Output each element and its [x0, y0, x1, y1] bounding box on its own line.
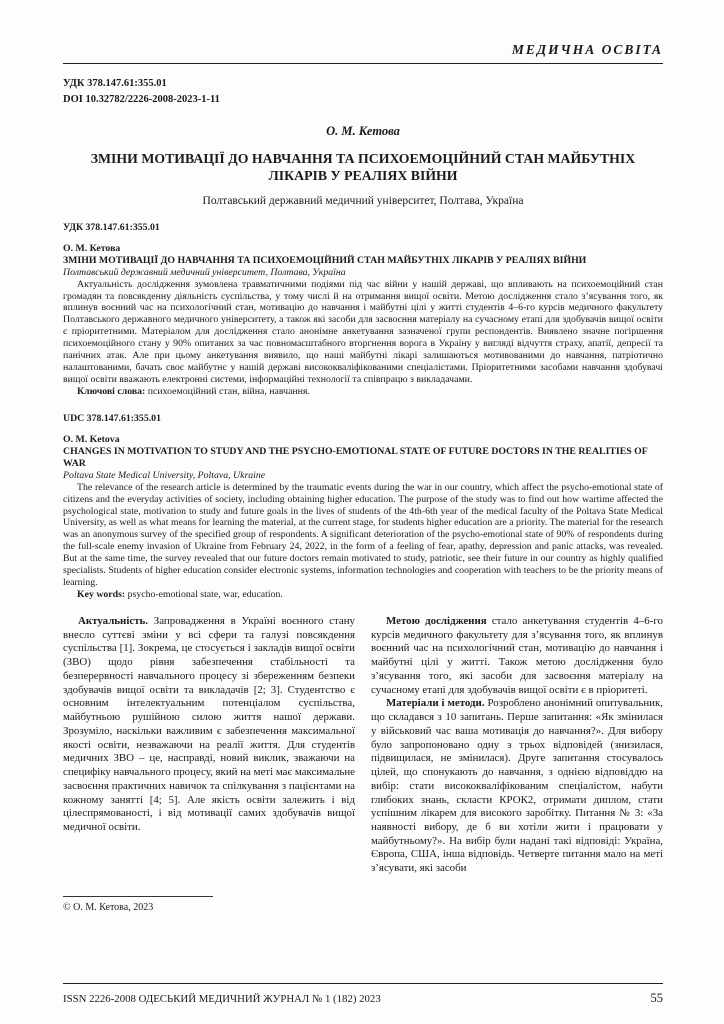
abstract-author: О. М. Кетова [63, 242, 121, 254]
paragraph [371, 697, 663, 876]
keywords-text: психоемоційний стан, війна, навчання. [147, 386, 310, 397]
article-meta [63, 76, 663, 108]
paragraph-lead: Матеріали і методи. [386, 697, 485, 710]
abstract-body: The relevance of the research article is determined by the traumatic events during the war in our country, which affect the psycho-emotional state of citizens and the everyday activities of society, including obtaining higher education. The purpose of the study was to find out how wartime affected the psychological state, motivation to study and future goals in the lives of students of the 4th-6th year of the medical faculty of the Poltava State Medical University, as well as what means for learning the material, at the current stage, for students higher education are a priority. The material for the research was an anonymous survey of the specified group of respondents. A significant deterioration of the psycho-emotional state of 90% of respondents during the full-scale enemy invasion of Ukraine from February 24, 2022, in the form of a feeling of fear, apathy, depression and panic attacks, was revealed. But at the same time, the survey revealed that our future doctors remain motivated to study, patriotic, see their future in our country as highly qualified specialists. Students of higher education consider electronic systems, information technologies and cooperation with teachers to be the priority means of learning. [63, 481, 663, 589]
abstract-author: O. M. Ketova [63, 433, 120, 445]
abstract-keywords [63, 589, 663, 601]
paragraph-lead: Актуальність. [78, 615, 149, 627]
copyright-text: © О. М. Кетова, 2023 [63, 902, 154, 914]
left-column [63, 615, 355, 917]
article-affiliation: Полтавський державний медичний університет, Полтава, Україна [202, 194, 524, 207]
paragraph-text: Розроблено анонімний опитувальник, що складався з 10 запитань. Перше запитання: «Як змінилася у військовий час ваша мотивація до навчання?». Для вибору було запропоновано одну з трьох відповідей (знизилася, підвищилася, не змінилася). Друге запитання стосувалось цілей, що спонукають до навчання, з однією відповіддю на вибір: стати висококваліфікованим спеціалістом, набути глибоких знань, скласти КРОК2, отримати диплом, стати успішним лікарем для високого заробітку. Питання № 3: «За наявності вибору, де б ви хотіли жити і працювати у майбутньому?». На вибір були надані такі відповіді: Україна, Європа, США, інша відповідь. Четверте питання мало на меті з’ясувати, які засоби [371, 697, 663, 875]
abstract-keywords [63, 386, 663, 398]
doi-code: DOI 10.32782/2226-2008-2023-1-11 [63, 93, 220, 105]
page-number: 55 [650, 991, 663, 1005]
keywords-label: Key words: [77, 589, 126, 601]
article-author: О. М. Кетова [326, 123, 400, 138]
footer-row [63, 991, 663, 1006]
abstract-title: CHANGES IN MOTIVATION TO STUDY AND THE PSYCHO-EMOTIONAL STATE OF FUTURE DOCTORS IN THE REALITIES OF WAR [63, 445, 648, 469]
header-rule [63, 63, 663, 64]
abstract-en [63, 413, 663, 601]
abstract-body: Актуальність дослідження зумовлена травматичними подіями під час війни у нашій державі, що впливають на психоемоційний стан громадян та повсякденну діяльність суспільства, у тому числі й на отримання вищої освіти. Метою дослідження стало з’ясування того, як вплинув воєнний час на психологічний стан, мотивацію до навчання і майбутні цілі у житті студентів 4–6-го курсів медичного факультету Полтавського державного медичного університету, а також які засоби для засвоєння матеріалу на сучасному етапі для здобувачів вищої освіти є пріоритетними. Матеріалом для дослідження стало анонімне анкетування зазначеної групи респондентів. Виявлено значне погіршення психоемоційного стану у 90% опитаних за час повномасштабного вторгнення ворога в Україну у вигляді відчуття страху, апатії, депресії та панічних атак. Але при цьому анкетування виявило, що наші майбутні лікарі залишаються мотивованими до навчання, патріотично налаштованими, бачать своє майбутнє у нашій державі висококваліфікованими спеціалістами. Пріоритетними засобами навчання здобувачі вищої освіти вважають електронні системи, інформаційні технології та співпрацю з викладачами. [63, 278, 663, 386]
abstract-title: ЗМІНИ МОТИВАЦІЇ ДО НАВЧАННЯ ТА ПСИХОЕМОЦІЙНИЙ СТАН МАЙБУТНІХ ЛІКАРІВ У РЕАЛІЯХ ВІЙНИ [63, 254, 587, 266]
udc-code: УДК 378.147.61:355.01 [63, 78, 167, 89]
copyright-footnote [63, 896, 355, 917]
title-block [63, 124, 663, 207]
abstract-affiliation: Poltava State Medical University, Poltava, Ukraine [63, 469, 266, 481]
paragraph-text: стало анкетування студентів 4–6-го курсів медичного факультету для з’ясування того, як вплинув воєнний час на психологічний стан, мотивацію до навчання і майбутні цілі у житті. Також метою дослідження було з’ясування того, які засоби для засвоєння матеріалу на сучасному етапі для здобувачів вищої освіти є в пріоритеті. [371, 615, 663, 696]
footer-rule [63, 983, 663, 984]
page-footer [63, 983, 663, 1006]
keywords-text: psycho-emotional state, war, education. [127, 589, 283, 601]
footnote-rule [63, 896, 213, 897]
paragraph-text: Запровадження в Україні воєнного стану внесло суттєві зміни у всі сфери та галузі повсякдення суспільства [1]. Зокрема, це стосується і закладів вищої освіти (ЗВО) щодо рівня забезпечення стабільності та безперервності навчального процесу зі збереженням безпеки здобувачів вищої освіти та викладачів [2; 3]. Студентство є основним інтелектуальним потенціалом суспільства, майбутньою рушійною силою життя нашої держави. Зрозуміло, наскільки важливим є забезпечення максимальної якості освіти, незважаючи на реалії життя. Для студентів медичних ЗВО – це, насправді, новий виклик, зважаючи на специфіку навчального процесу, який на меті має максимальне засвоєння практичних навичок та спілкування з пацієнтами на кожному занятті [4; 5]. Але якість освіти залежить і від цілеспрямованості, і від мотивації самих здобувачів вищої медичної освіти. [63, 615, 355, 834]
paragraph [63, 615, 355, 835]
issn-line: ISSN 2226-2008 ОДЕСЬКИЙ МЕДИЧНИЙ ЖУРНАЛ № 1 (182) 2023 [63, 993, 381, 1005]
abstract-uk [63, 222, 663, 398]
right-column [371, 615, 663, 917]
journal-section-title: МЕДИЧНА ОСВІТА [511, 42, 663, 57]
body-columns [63, 615, 663, 917]
abstract-affiliation: Полтавський державний медичний університет, Полтава, Україна [63, 266, 346, 278]
abstract-udc: УДК 378.147.61:355.01 [63, 221, 160, 233]
keywords-label: Ключові слова: [77, 386, 146, 397]
abstract-udc: UDC 378.147.61:355.01 [63, 412, 161, 424]
paragraph [371, 615, 663, 697]
paragraph-lead: Метою дослідження [386, 615, 487, 627]
article-title: ЗМІНИ МОТИВАЦІЇ ДО НАВЧАННЯ ТА ПСИХОЕМОЦІЙНИЙ СТАН МАЙБУТНІХ ЛІКАРІВ У РЕАЛІЯХ ВІЙНИ [90, 150, 636, 184]
